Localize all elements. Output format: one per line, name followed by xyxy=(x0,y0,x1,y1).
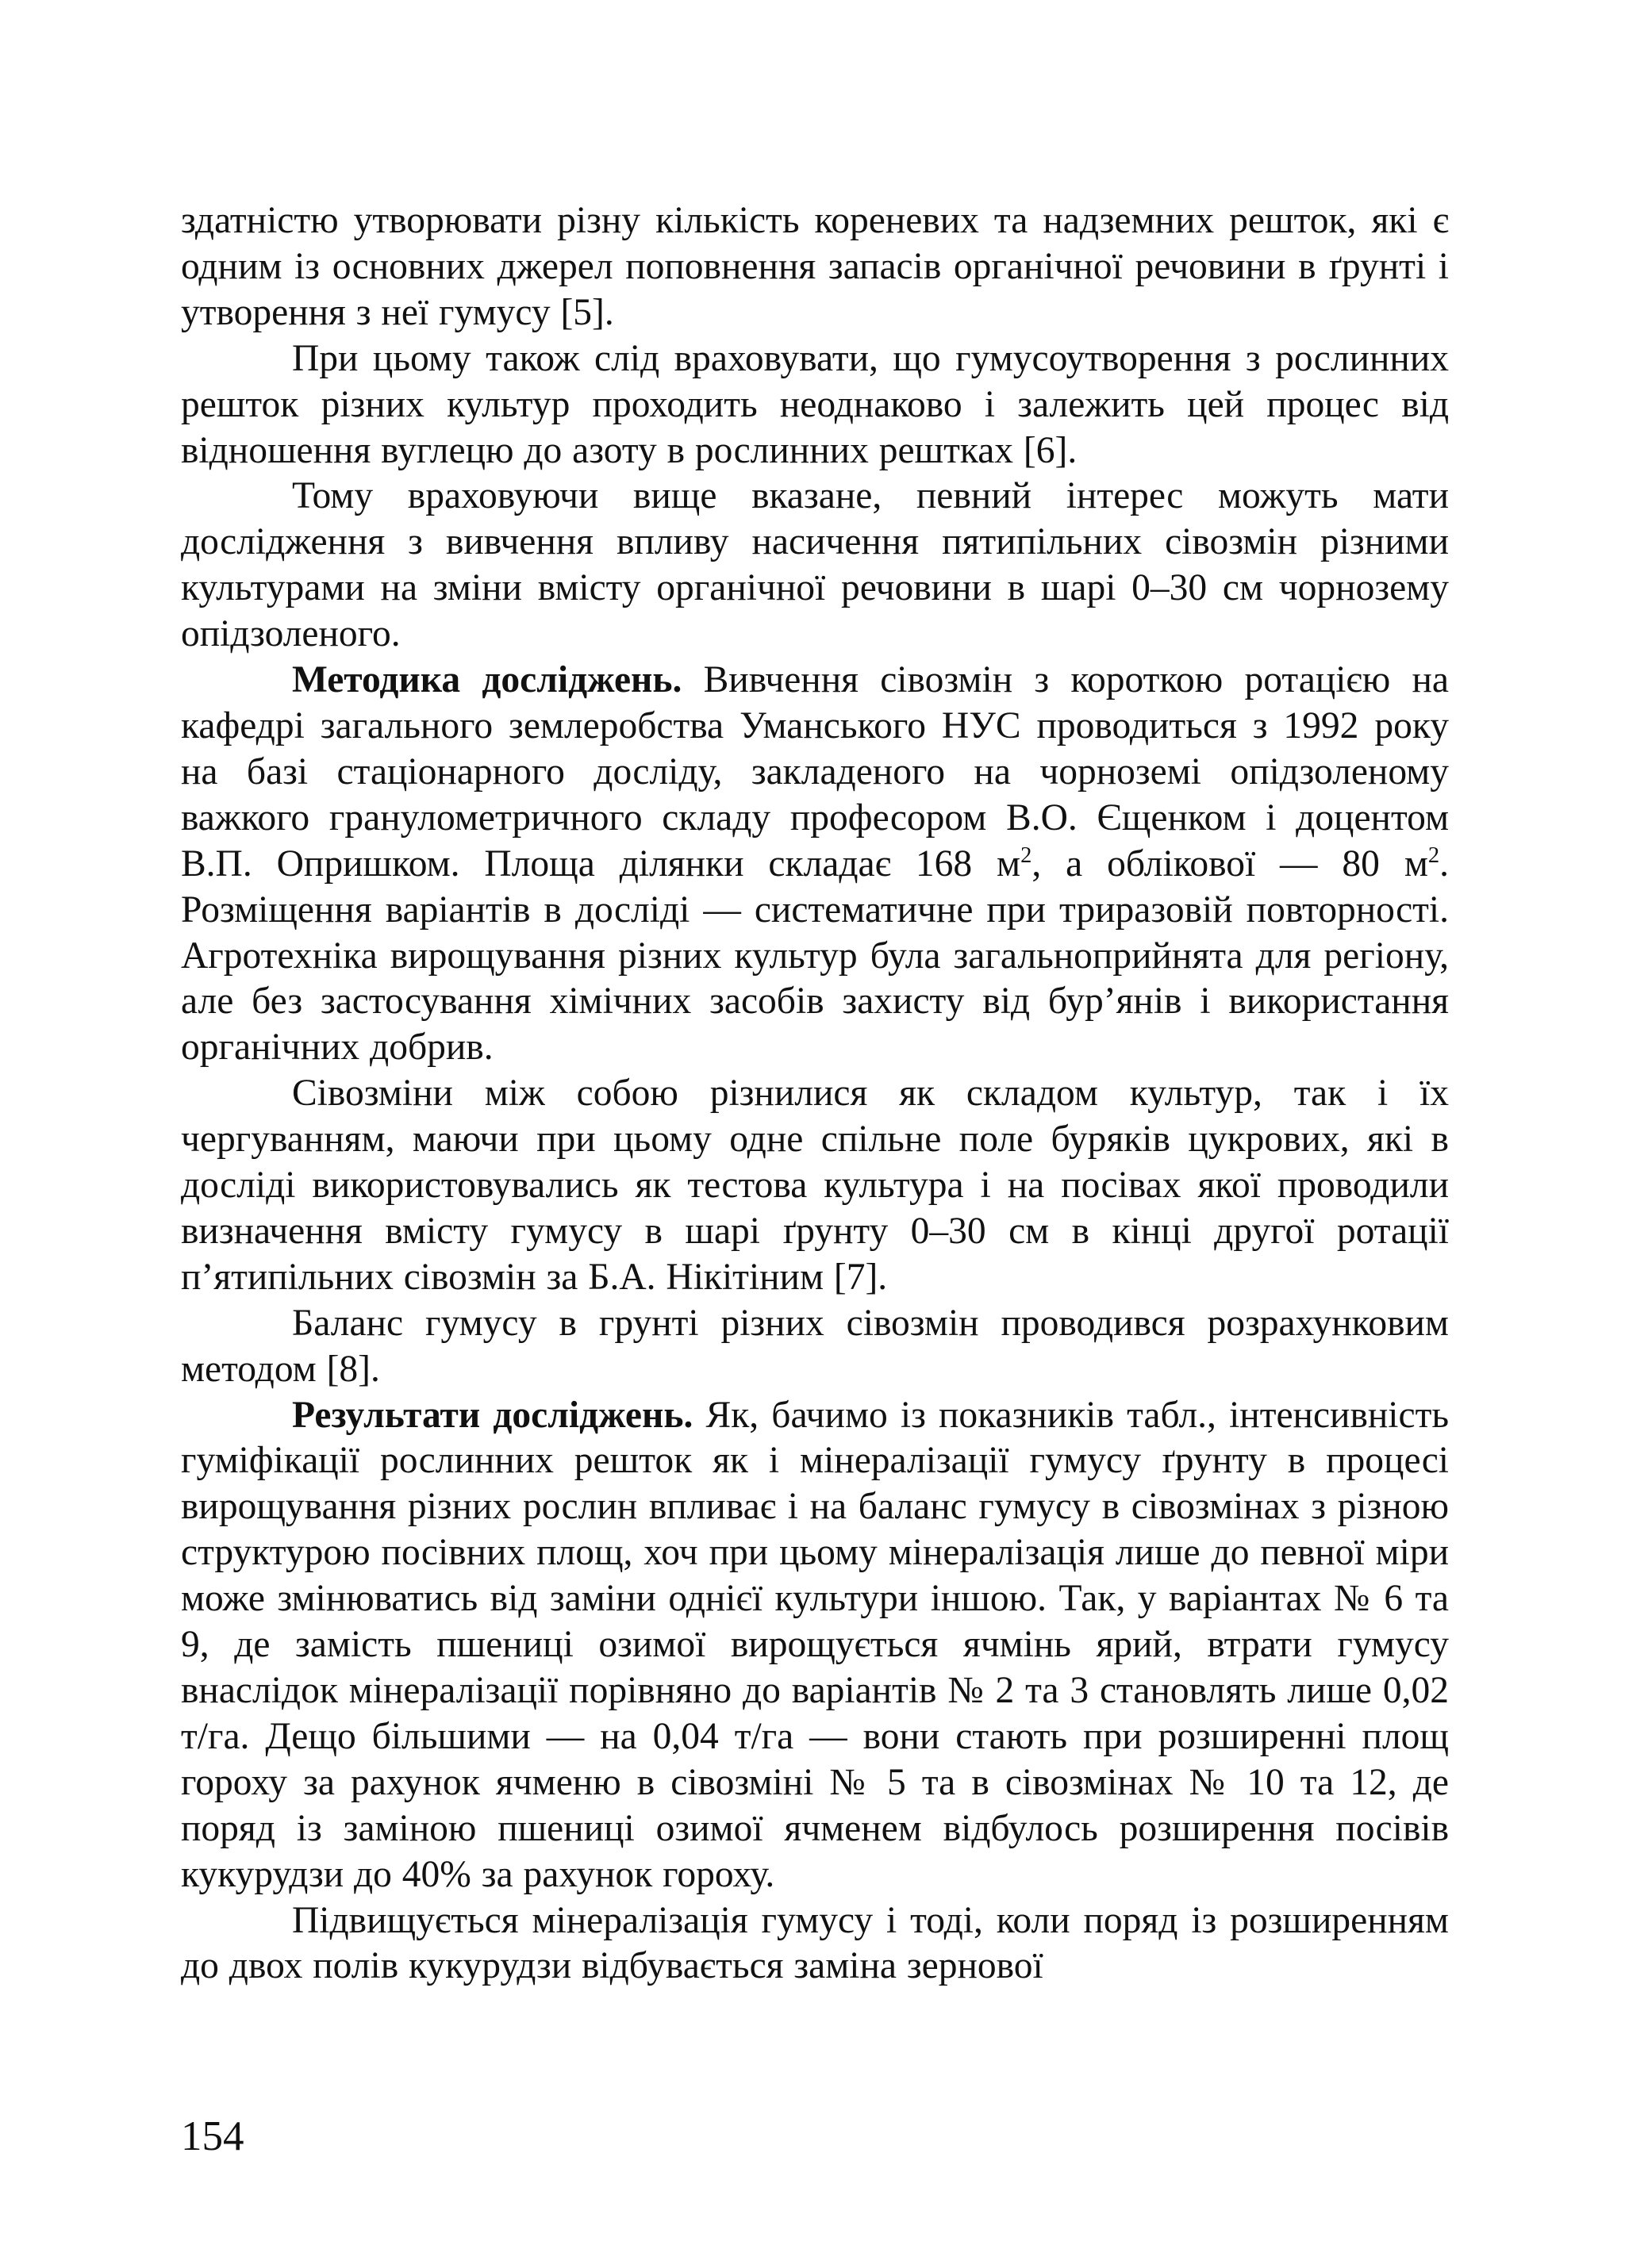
paragraph-text: Вивчення сівозмін з короткою ротацією на кафедрі загального землеробства Уманського НУС проводиться з 1992 року на базі стаціонарного досліду, закладеного на чорноземі опідзоленому важкого гранулометричного складу професором В.О. Єщенком і доцентом В.П. Опришком. Площа ділянки складає 168 м xyxy=(181,659,1449,885)
paragraph-text: Баланс гумусу в грунті різних сівозмін проводився розрахунковим методом [8]. xyxy=(181,1302,1449,1390)
paragraph-text: , а облікової — 80 м xyxy=(1031,842,1428,885)
section-heading: Методика досліджень. xyxy=(292,659,682,701)
paragraph-text: . Розміщення варіантів в досліді — систематичне при триразовій повторності. Агротехніка вирощування різних культур була загальноприйнята для регіону, але без застосування хімічних засобів захисту від бур’янів і використання органічних добрив. xyxy=(181,842,1449,1069)
paragraph xyxy=(181,198,1449,336)
paragraph xyxy=(181,1898,1449,1990)
paragraph xyxy=(181,336,1449,474)
paragraph xyxy=(181,1301,1449,1393)
paragraph xyxy=(181,658,1449,1071)
paragraph-text: Як, бачимо із показників табл., інтенсивність гуміфікації рослинних решток як і мінералізації гумусу ґрунту в процесі вирощування різних рослин впливає і на баланс гумусу в сівозмінах з різною структурою посівних площ, хоч при цьому мінералізація лише до певної міри може змінюватись від заміни однієї культури іншою. Так, у варіантах № 6 та 9, де замість пшениці озимої вирощується ячмінь ярий, втрати гумусу внаслідок мінералізації порівняно до варіантів № 2 та 3 становлять лише 0,02 т/га. Дещо більшими — на 0,04 т/га — вони стають при розширенні площ гороху за рахунок ячменю в сівозміні № 5 та в сівозмінах № 10 та 12, де поряд із заміною пшениці озимої ячменем відбулось розширення посівів кукурудзи до 40% за рахунок гороху. xyxy=(181,1394,1450,1895)
superscript: 2 xyxy=(1020,842,1032,868)
paragraph xyxy=(181,474,1449,658)
paragraph-text: Підвищується мінералізація гумусу і тоді, коли поряд із розширенням до двох полів кукурудзи відбувається заміна зернової xyxy=(181,1899,1449,1987)
paragraph-text: Сівозміни між собою різнилися як складом культур, так і їх чергуванням, маючи при цьому одне спільне поле буряків цукрових, які в досліді використовувались як тестова культура і на посівах якої проводили визначення вмісту гумусу в шарі ґрунту 0–30 см в кінці другої ротації п’ятипільних сівозмін за Б.А. Нікітіним [7]. xyxy=(181,1073,1449,1298)
page-number: 154 xyxy=(181,2113,244,2159)
paragraph xyxy=(181,1071,1449,1301)
paragraph-text: здатністю утворювати різну кількість кореневих та надземних решток, які є одним із основних джерел поповнення запасів органічної речовини в ґрунті і утворення з неї гумусу [5]. xyxy=(181,200,1449,333)
paragraph-text: Тому враховуючи вище вказане, певний інтерес можуть мати дослідження з вивчення впливу насичення пятипільних сівозмін різними культурами на зміни вмісту органічної речовини в шарі 0–30 см чорнозему опідзоленого. xyxy=(181,475,1449,655)
page-body xyxy=(181,198,1449,1990)
paragraph xyxy=(181,1393,1449,1898)
superscript: 2 xyxy=(1427,842,1440,868)
paragraph-text: При цьому також слід враховувати, що гумусоутворення з рослинних решток різних культур проходить неоднаково і залежить цей процес від відношення вуглецю до азоту в рослинних рештках [6]. xyxy=(181,337,1449,471)
section-heading: Результати досліджень. xyxy=(292,1394,693,1436)
